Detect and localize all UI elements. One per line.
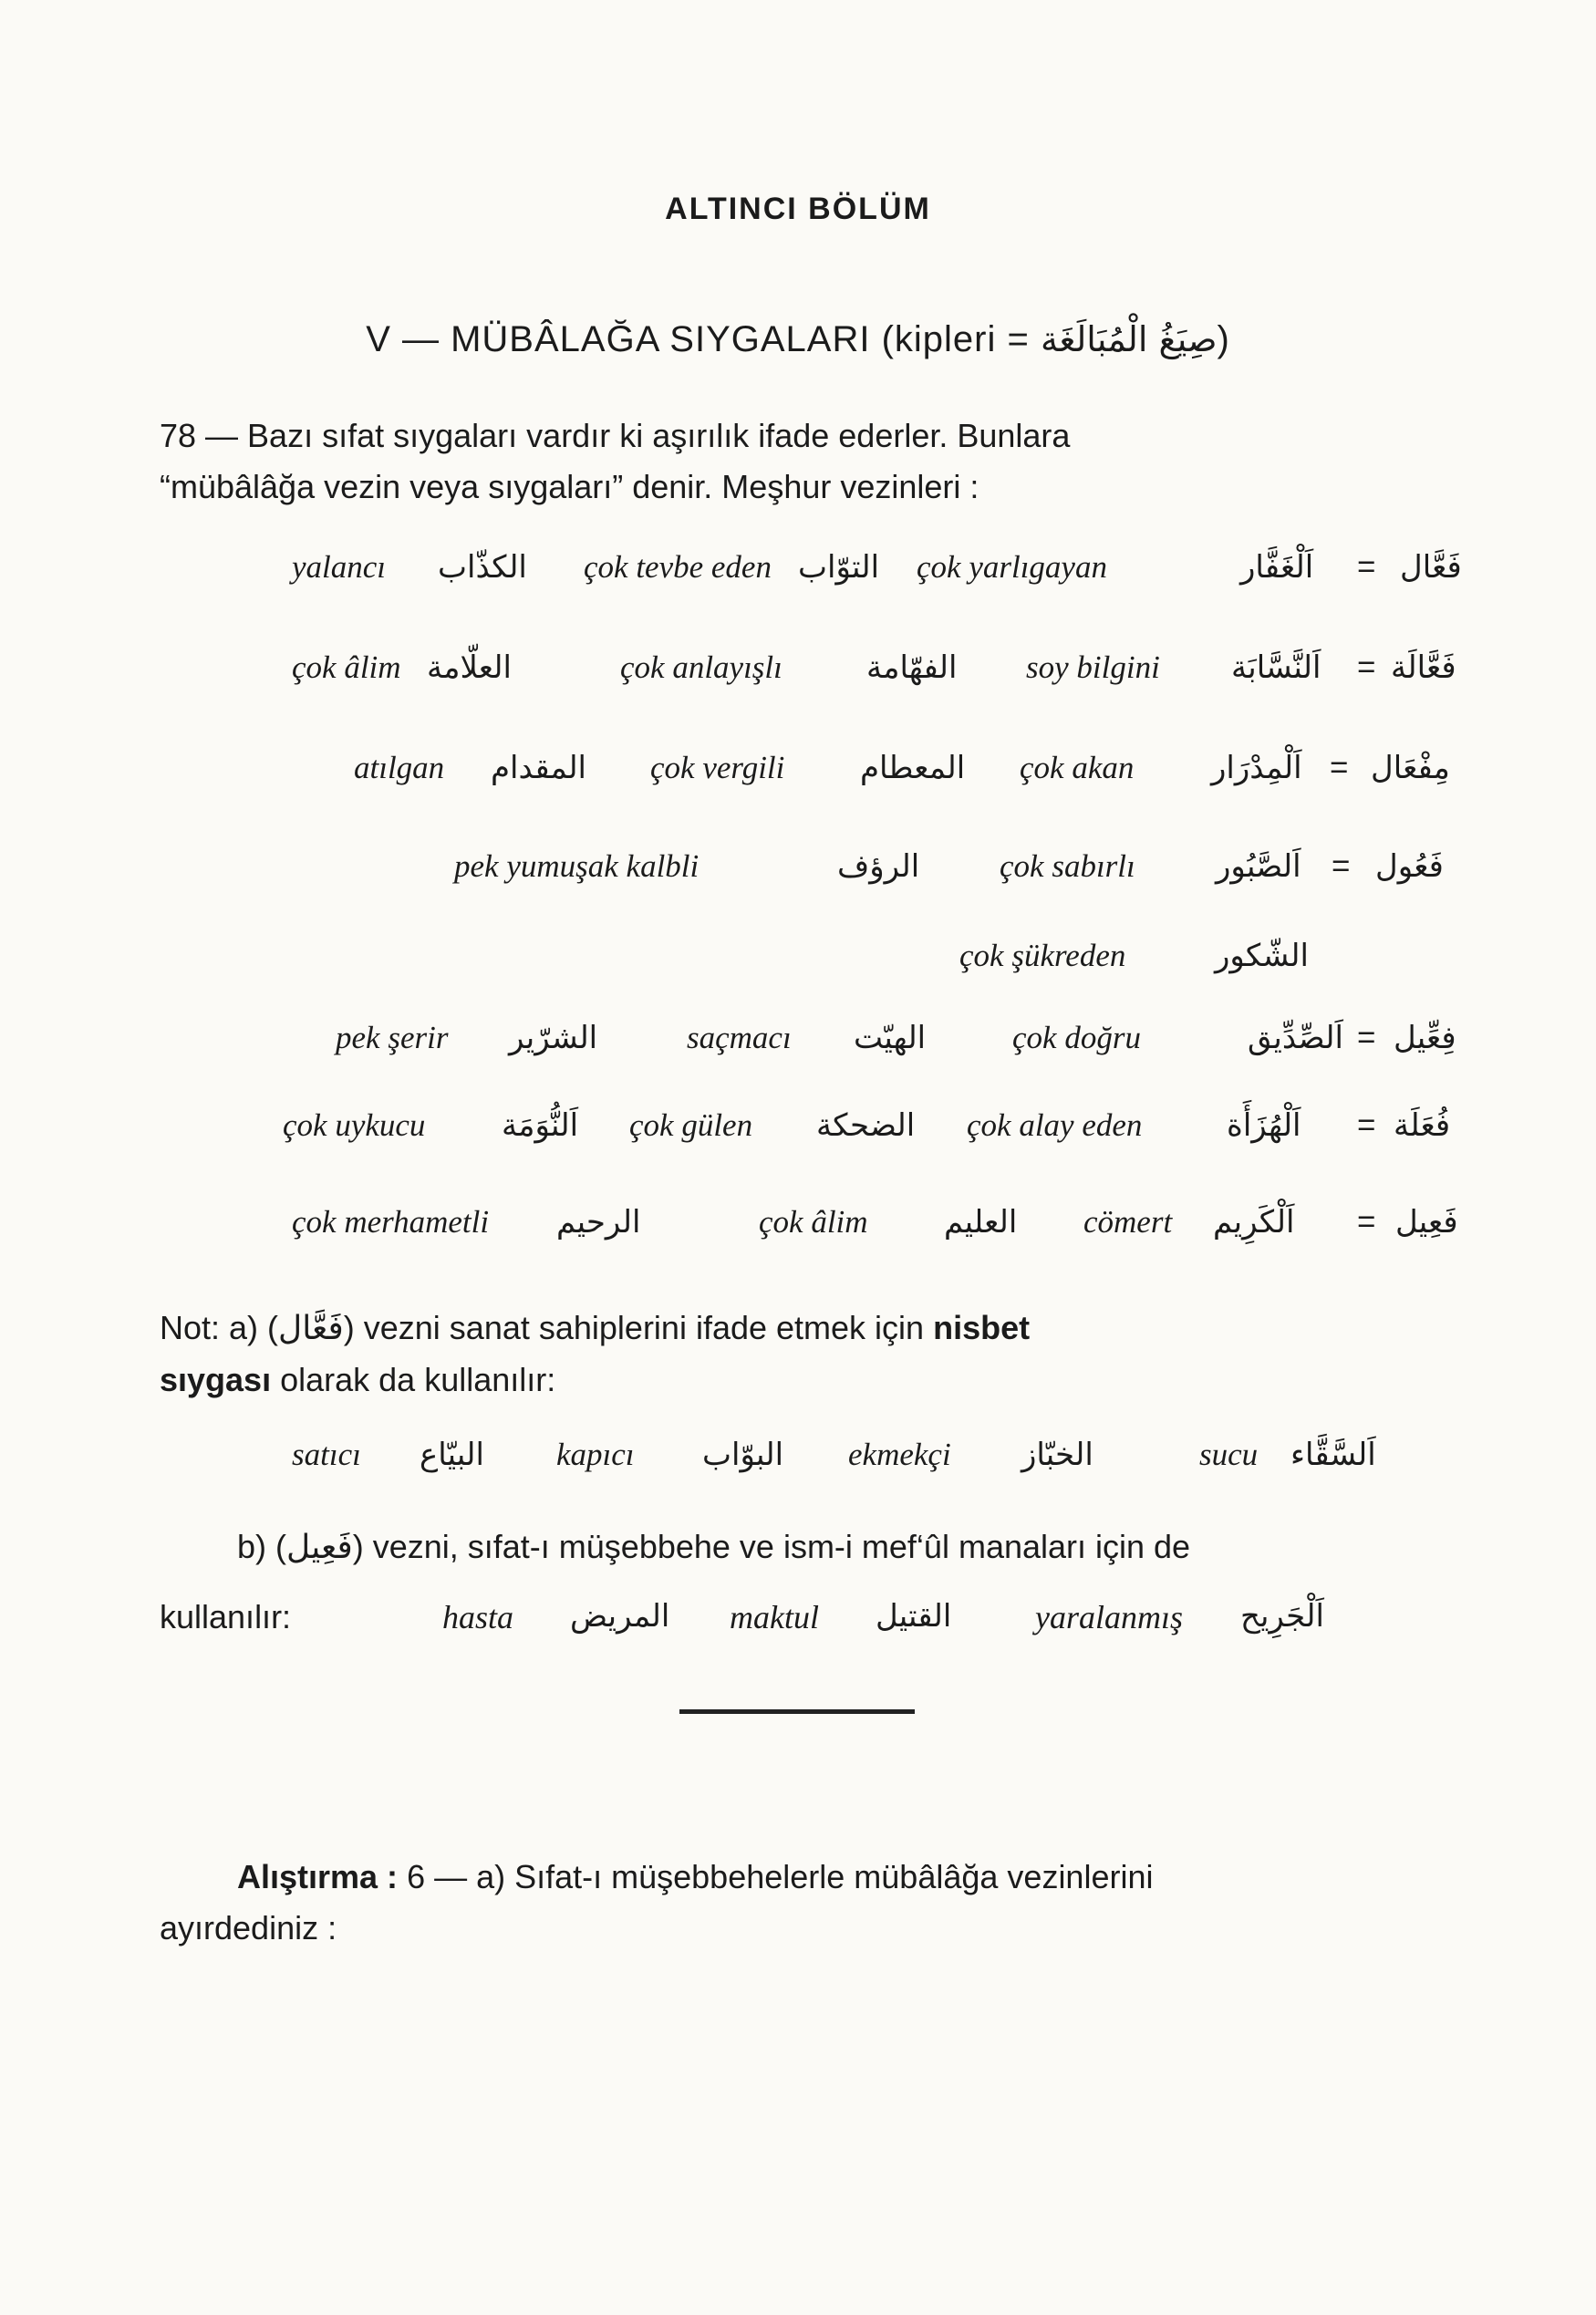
row2-arabic-1: العلّامة bbox=[427, 649, 512, 686]
note-a-arabic-4: اَلسَّقَّاء bbox=[1290, 1437, 1376, 1473]
note-a-gloss-3: ekmekçi bbox=[848, 1437, 951, 1472]
row8-arabic-2: العليم bbox=[944, 1204, 1018, 1241]
note-b-line1: b) (فَعِيل) vezni, sıfat-ı müşebbehe ve ism-i mef‘ûl manaları için de bbox=[237, 1528, 1191, 1566]
exercise bbox=[160, 1852, 1473, 1954]
row6-arabic-3: اَلصِّدِّيق bbox=[1248, 1020, 1343, 1056]
note-b bbox=[160, 1521, 1473, 1573]
row4-arabic-1: الرؤف bbox=[837, 848, 920, 885]
row7-equals: = bbox=[1357, 1107, 1376, 1143]
paragraph-78 bbox=[160, 410, 1473, 513]
note-b-text2: kullanılır: bbox=[160, 1598, 292, 1635]
section-title-close: ) bbox=[1217, 319, 1230, 359]
row8-arabic-3: اَلْكَرِيم bbox=[1213, 1204, 1295, 1241]
note-a-bold2: sıygası bbox=[160, 1361, 272, 1398]
paragraph-78-line2: “mübâlâğa vezin veya sıygaları” denir. Meşhur vezinleri : bbox=[160, 468, 979, 505]
note-b-text1: vezni, sıfat-ı müşebbehe ve ism-i mef‘ûl manaları için de bbox=[372, 1528, 1191, 1565]
note-b-prefix: b) bbox=[237, 1528, 267, 1565]
exercise-line1 bbox=[160, 1852, 1473, 1903]
note-a-bold1: nisbet bbox=[933, 1309, 1031, 1346]
note-b-arabic-3: اَلْجَرِيح bbox=[1240, 1598, 1324, 1635]
row3-arabic-2: المعطام bbox=[860, 750, 966, 786]
row1-arabic-3: اَلْغَفَّار bbox=[1240, 549, 1314, 586]
row3-equals: = bbox=[1330, 750, 1349, 785]
row6-arabic-2: الهيّت bbox=[854, 1020, 927, 1056]
row7-arabic-1: اَلنُّوَمَة bbox=[502, 1107, 579, 1144]
exercise-line2: ayırdediniz : bbox=[160, 1909, 337, 1946]
row1-gloss-1: yalancı bbox=[292, 549, 387, 585]
row8-gloss-2: çok âlim bbox=[759, 1204, 868, 1240]
note-a-pattern: فَعَّال bbox=[278, 1310, 344, 1347]
row6-gloss-2: saçmacı bbox=[687, 1020, 792, 1055]
row5-gloss-1: çok şükreden bbox=[959, 938, 1126, 973]
row2-equals: = bbox=[1357, 649, 1376, 685]
note-b-gloss-3: yaralanmış bbox=[1035, 1599, 1183, 1635]
row1-equals: = bbox=[1357, 549, 1376, 585]
row2-gloss-2: çok anlayışlı bbox=[620, 649, 782, 685]
row7-arabic-3: اَلْهُزَأَة bbox=[1227, 1107, 1301, 1144]
note-b-arabic-2: القتيل bbox=[876, 1598, 952, 1635]
exercise-label: Alıştırma : bbox=[237, 1858, 399, 1895]
row2-pattern: فَعَّالَة bbox=[1391, 649, 1456, 686]
note-b-gloss-1: hasta bbox=[442, 1599, 514, 1635]
row2-arabic-2: الفهّامة bbox=[866, 649, 958, 686]
row8-gloss-3: cömert bbox=[1083, 1204, 1173, 1240]
note-a-arabic-3: الخبّاز bbox=[1021, 1437, 1093, 1473]
note-a-arabic-2: البوّاب bbox=[702, 1437, 784, 1473]
row2-arabic-3: اَلنَّسَّابَة bbox=[1231, 649, 1321, 686]
row4-pattern: فَعُول bbox=[1375, 848, 1444, 885]
row1-arabic-1: الكذّاب bbox=[438, 549, 527, 586]
paragraph-78-line1: 78 — Bazı sıfat sıygaları vardır ki aşırılık ifade ederler. Bunlara bbox=[160, 417, 1071, 454]
row8-equals: = bbox=[1357, 1204, 1376, 1240]
row6-arabic-1: الشرّير bbox=[509, 1020, 598, 1056]
note-a-text2: olarak da kullanılır: bbox=[280, 1361, 556, 1398]
note-a-line2 bbox=[160, 1355, 1473, 1406]
note-a-gloss-2: kapıcı bbox=[556, 1437, 635, 1472]
note-b-gloss-2: maktul bbox=[730, 1599, 819, 1635]
exercise-text1: 6 — a) Sıfat-ı müşebbehelerle mübâlâğa vezinlerini bbox=[407, 1858, 1154, 1895]
row6-equals: = bbox=[1357, 1020, 1376, 1055]
row4-gloss-1: pek yumuşak kalbli bbox=[454, 848, 700, 884]
note-a bbox=[160, 1303, 1473, 1406]
row6-pattern: فِعِّيل bbox=[1394, 1020, 1456, 1056]
row3-arabic-1: المقدام bbox=[491, 750, 587, 786]
note-a-line1: Not: a) (فَعَّال) vezni sanat sahiplerini ifade etmek için nisbet bbox=[160, 1309, 1031, 1347]
row3-gloss-1: atılgan bbox=[354, 750, 445, 785]
row3-arabic-3: اَلْمِدْرَار bbox=[1211, 750, 1302, 786]
row2-gloss-1: çok âlim bbox=[292, 649, 401, 685]
note-a-gloss-1: satıcı bbox=[292, 1437, 361, 1472]
note-b-arabic-1: المريض bbox=[570, 1598, 670, 1635]
row7-gloss-1: çok uykucu bbox=[283, 1107, 426, 1143]
row8-pattern: فَعِيل bbox=[1395, 1204, 1458, 1241]
row7-gloss-2: çok gülen bbox=[629, 1107, 753, 1143]
note-a-gloss-4: sucu bbox=[1199, 1437, 1259, 1472]
row6-gloss-3: çok doğru bbox=[1012, 1020, 1141, 1055]
row5-arabic-1: الشّكور bbox=[1215, 938, 1309, 974]
row4-gloss-2: çok sabırlı bbox=[1000, 848, 1135, 884]
section-title bbox=[0, 319, 1596, 360]
row3-pattern: مِفْعَال bbox=[1371, 750, 1450, 786]
row7-gloss-3: çok alay eden bbox=[967, 1107, 1143, 1143]
row1-gloss-2: çok tevbe eden bbox=[584, 549, 772, 585]
row1-pattern: فَعَّال bbox=[1400, 549, 1462, 586]
chapter-title: ALTINCI BÖLÜM bbox=[665, 192, 931, 226]
section-title-arabic: صِيَغُ الْمُبَالَغَة bbox=[1040, 319, 1218, 359]
note-a-text1: vezni sanat sahiplerini ifade etmek için bbox=[363, 1309, 925, 1346]
row1-gloss-3: çok yarlıgayan bbox=[917, 549, 1107, 585]
row2-gloss-3: soy bilgini bbox=[1026, 649, 1160, 685]
row1-arabic-2: التوّاب bbox=[798, 549, 880, 586]
row7-arabic-2: الضحكة bbox=[816, 1107, 916, 1144]
row7-pattern: فُعَلَة bbox=[1394, 1107, 1451, 1144]
section-divider bbox=[679, 1709, 915, 1714]
note-b-pattern: فَعِيل bbox=[286, 1529, 353, 1566]
row6-gloss-1: pek şerir bbox=[336, 1020, 449, 1055]
row3-gloss-2: çok vergili bbox=[650, 750, 785, 785]
section-title-text: V — MÜBÂLAĞA SIYGALARI (kipleri = bbox=[366, 319, 1030, 359]
note-a-prefix: Not: a) bbox=[160, 1309, 259, 1346]
row8-gloss-1: çok merhametli bbox=[292, 1204, 490, 1240]
row4-arabic-2: اَلصَّبُور bbox=[1216, 848, 1301, 885]
note-a-arabic-1: البيّاع bbox=[420, 1437, 484, 1473]
row3-gloss-3: çok akan bbox=[1020, 750, 1135, 785]
row8-arabic-1: الرحيم bbox=[556, 1204, 641, 1241]
row4-equals: = bbox=[1332, 848, 1351, 884]
